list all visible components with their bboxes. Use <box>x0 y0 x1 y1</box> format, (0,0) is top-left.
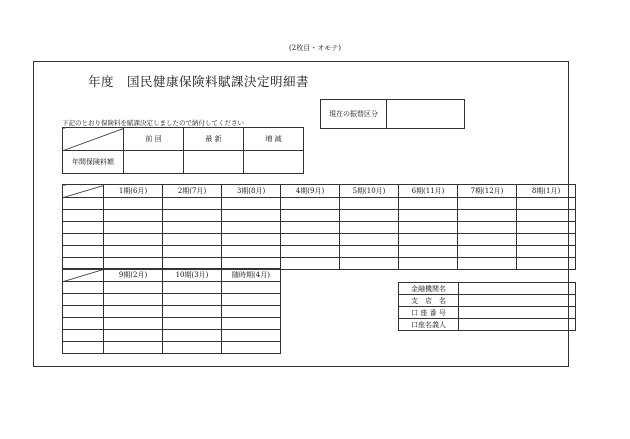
document-title: 年度 国民健康保険料賦課決定明細書 <box>88 74 310 89</box>
amount-cell[interactable] <box>163 246 222 258</box>
amount-cell[interactable] <box>163 294 222 306</box>
amount-cell[interactable] <box>517 246 576 258</box>
branch-name-label: 支 店 名 <box>399 295 459 307</box>
amount-cell[interactable] <box>222 222 281 234</box>
amount-cell[interactable] <box>281 222 340 234</box>
amount-cell[interactable] <box>222 198 281 210</box>
row-label-cell <box>63 210 104 222</box>
row-label-cell <box>63 294 104 306</box>
row-label-cell <box>63 330 104 342</box>
period-table-2-corner <box>63 269 104 282</box>
amount-cell[interactable] <box>517 210 576 222</box>
payment-method-label: 現在の振替区分 <box>321 100 387 129</box>
bank-name-label: 金融機関名 <box>399 283 459 295</box>
amount-cell[interactable] <box>104 246 163 258</box>
amount-cell[interactable] <box>104 330 163 342</box>
row-label-cell <box>63 234 104 246</box>
notice-text: 下記のとおり保険料を賦課決定しましたので納付してください <box>62 119 244 127</box>
amount-cell[interactable] <box>163 306 222 318</box>
amount-cell[interactable] <box>104 210 163 222</box>
amount-cell[interactable] <box>340 222 399 234</box>
amount-cell[interactable] <box>222 306 281 318</box>
table-row <box>63 234 576 246</box>
table-row <box>63 342 281 354</box>
summary-value-change[interactable] <box>244 151 304 174</box>
amount-cell[interactable] <box>458 198 517 210</box>
account-holder-value[interactable] <box>459 319 576 331</box>
amount-cell[interactable] <box>104 342 163 354</box>
amount-cell[interactable] <box>163 198 222 210</box>
amount-cell[interactable] <box>104 222 163 234</box>
amount-cell[interactable] <box>340 246 399 258</box>
amount-cell[interactable] <box>104 198 163 210</box>
amount-cell[interactable] <box>399 222 458 234</box>
table-row <box>63 210 576 222</box>
amount-cell[interactable] <box>163 330 222 342</box>
row-label-cell <box>63 222 104 234</box>
payment-method-value[interactable] <box>387 100 465 129</box>
amount-cell[interactable] <box>458 222 517 234</box>
summary-value-previous[interactable] <box>124 151 184 174</box>
amount-cell[interactable] <box>104 234 163 246</box>
amount-cell[interactable] <box>163 342 222 354</box>
amount-cell[interactable] <box>340 258 399 270</box>
row-label-cell <box>63 198 104 210</box>
table-row <box>63 222 576 234</box>
amount-cell[interactable] <box>104 294 163 306</box>
period-header: 5期(10月) <box>340 185 399 198</box>
account-holder-label: 口座名義人 <box>399 319 459 331</box>
amount-cell[interactable] <box>104 282 163 294</box>
table-row <box>63 318 281 330</box>
amount-cell[interactable] <box>163 222 222 234</box>
amount-cell[interactable] <box>281 246 340 258</box>
period-table-2 <box>62 268 281 354</box>
amount-cell[interactable] <box>340 210 399 222</box>
amount-cell[interactable] <box>458 258 517 270</box>
amount-cell[interactable] <box>517 198 576 210</box>
table-row <box>63 330 281 342</box>
period-header: 3期(8月) <box>222 185 281 198</box>
amount-cell[interactable] <box>222 210 281 222</box>
amount-cell[interactable] <box>399 258 458 270</box>
amount-cell[interactable] <box>222 282 281 294</box>
table-row <box>63 294 281 306</box>
amount-cell[interactable] <box>517 258 576 270</box>
amount-cell[interactable] <box>340 234 399 246</box>
amount-cell[interactable] <box>281 234 340 246</box>
amount-cell[interactable] <box>222 318 281 330</box>
bank-name-value[interactable] <box>459 283 576 295</box>
row-label-cell <box>63 306 104 318</box>
period-table-1-corner <box>63 185 104 198</box>
amount-cell[interactable] <box>222 234 281 246</box>
account-number-label: 口 座 番 号 <box>399 307 459 319</box>
period-table-1 <box>62 184 576 270</box>
amount-cell[interactable] <box>458 246 517 258</box>
amount-cell[interactable] <box>163 234 222 246</box>
table-row <box>63 306 281 318</box>
payment-method-table <box>320 99 465 129</box>
branch-name-value[interactable] <box>459 295 576 307</box>
period-header: 9期(2月) <box>104 269 163 282</box>
amount-cell[interactable] <box>281 210 340 222</box>
bank-account-table <box>398 282 576 331</box>
summary-header-latest: 最 新 <box>184 128 244 151</box>
amount-cell[interactable] <box>163 318 222 330</box>
amount-cell[interactable] <box>104 306 163 318</box>
amount-cell[interactable] <box>340 198 399 210</box>
period-header: 7期(12月) <box>458 185 517 198</box>
table-row <box>63 198 576 210</box>
page-label: (2枚目・オモテ) <box>289 44 341 52</box>
amount-cell[interactable] <box>222 342 281 354</box>
period-header: 2期(7月) <box>163 185 222 198</box>
row-label-cell <box>63 342 104 354</box>
table-row <box>63 282 281 294</box>
period-header: 10期(3月) <box>163 269 222 282</box>
amount-cell[interactable] <box>104 318 163 330</box>
summary-table <box>62 127 304 174</box>
period-header: 随時期(4月) <box>222 269 281 282</box>
period-header: 4期(9月) <box>281 185 340 198</box>
row-label-cell <box>63 318 104 330</box>
table-row <box>63 246 576 258</box>
summary-row-label: 年間保険料額 <box>63 151 124 174</box>
period-header: 6期(11月) <box>399 185 458 198</box>
amount-cell[interactable] <box>222 330 281 342</box>
summary-header-previous: 前 回 <box>124 128 184 151</box>
amount-cell[interactable] <box>399 234 458 246</box>
account-number-value[interactable] <box>459 307 576 319</box>
summary-header-change: 増 減 <box>244 128 304 151</box>
period-header: 8期(1月) <box>517 185 576 198</box>
amount-cell[interactable] <box>458 234 517 246</box>
amount-cell[interactable] <box>458 210 517 222</box>
amount-cell[interactable] <box>163 210 222 222</box>
amount-cell[interactable] <box>222 246 281 258</box>
summary-value-latest[interactable] <box>184 151 244 174</box>
row-label-cell <box>63 246 104 258</box>
amount-cell[interactable] <box>399 246 458 258</box>
amount-cell[interactable] <box>281 258 340 270</box>
amount-cell[interactable] <box>517 222 576 234</box>
summary-corner-cell <box>63 128 124 151</box>
row-label-cell <box>63 282 104 294</box>
amount-cell[interactable] <box>281 198 340 210</box>
amount-cell[interactable] <box>399 198 458 210</box>
amount-cell[interactable] <box>163 282 222 294</box>
amount-cell[interactable] <box>399 210 458 222</box>
amount-cell[interactable] <box>517 234 576 246</box>
amount-cell[interactable] <box>222 294 281 306</box>
period-header: 1期(6月) <box>104 185 163 198</box>
